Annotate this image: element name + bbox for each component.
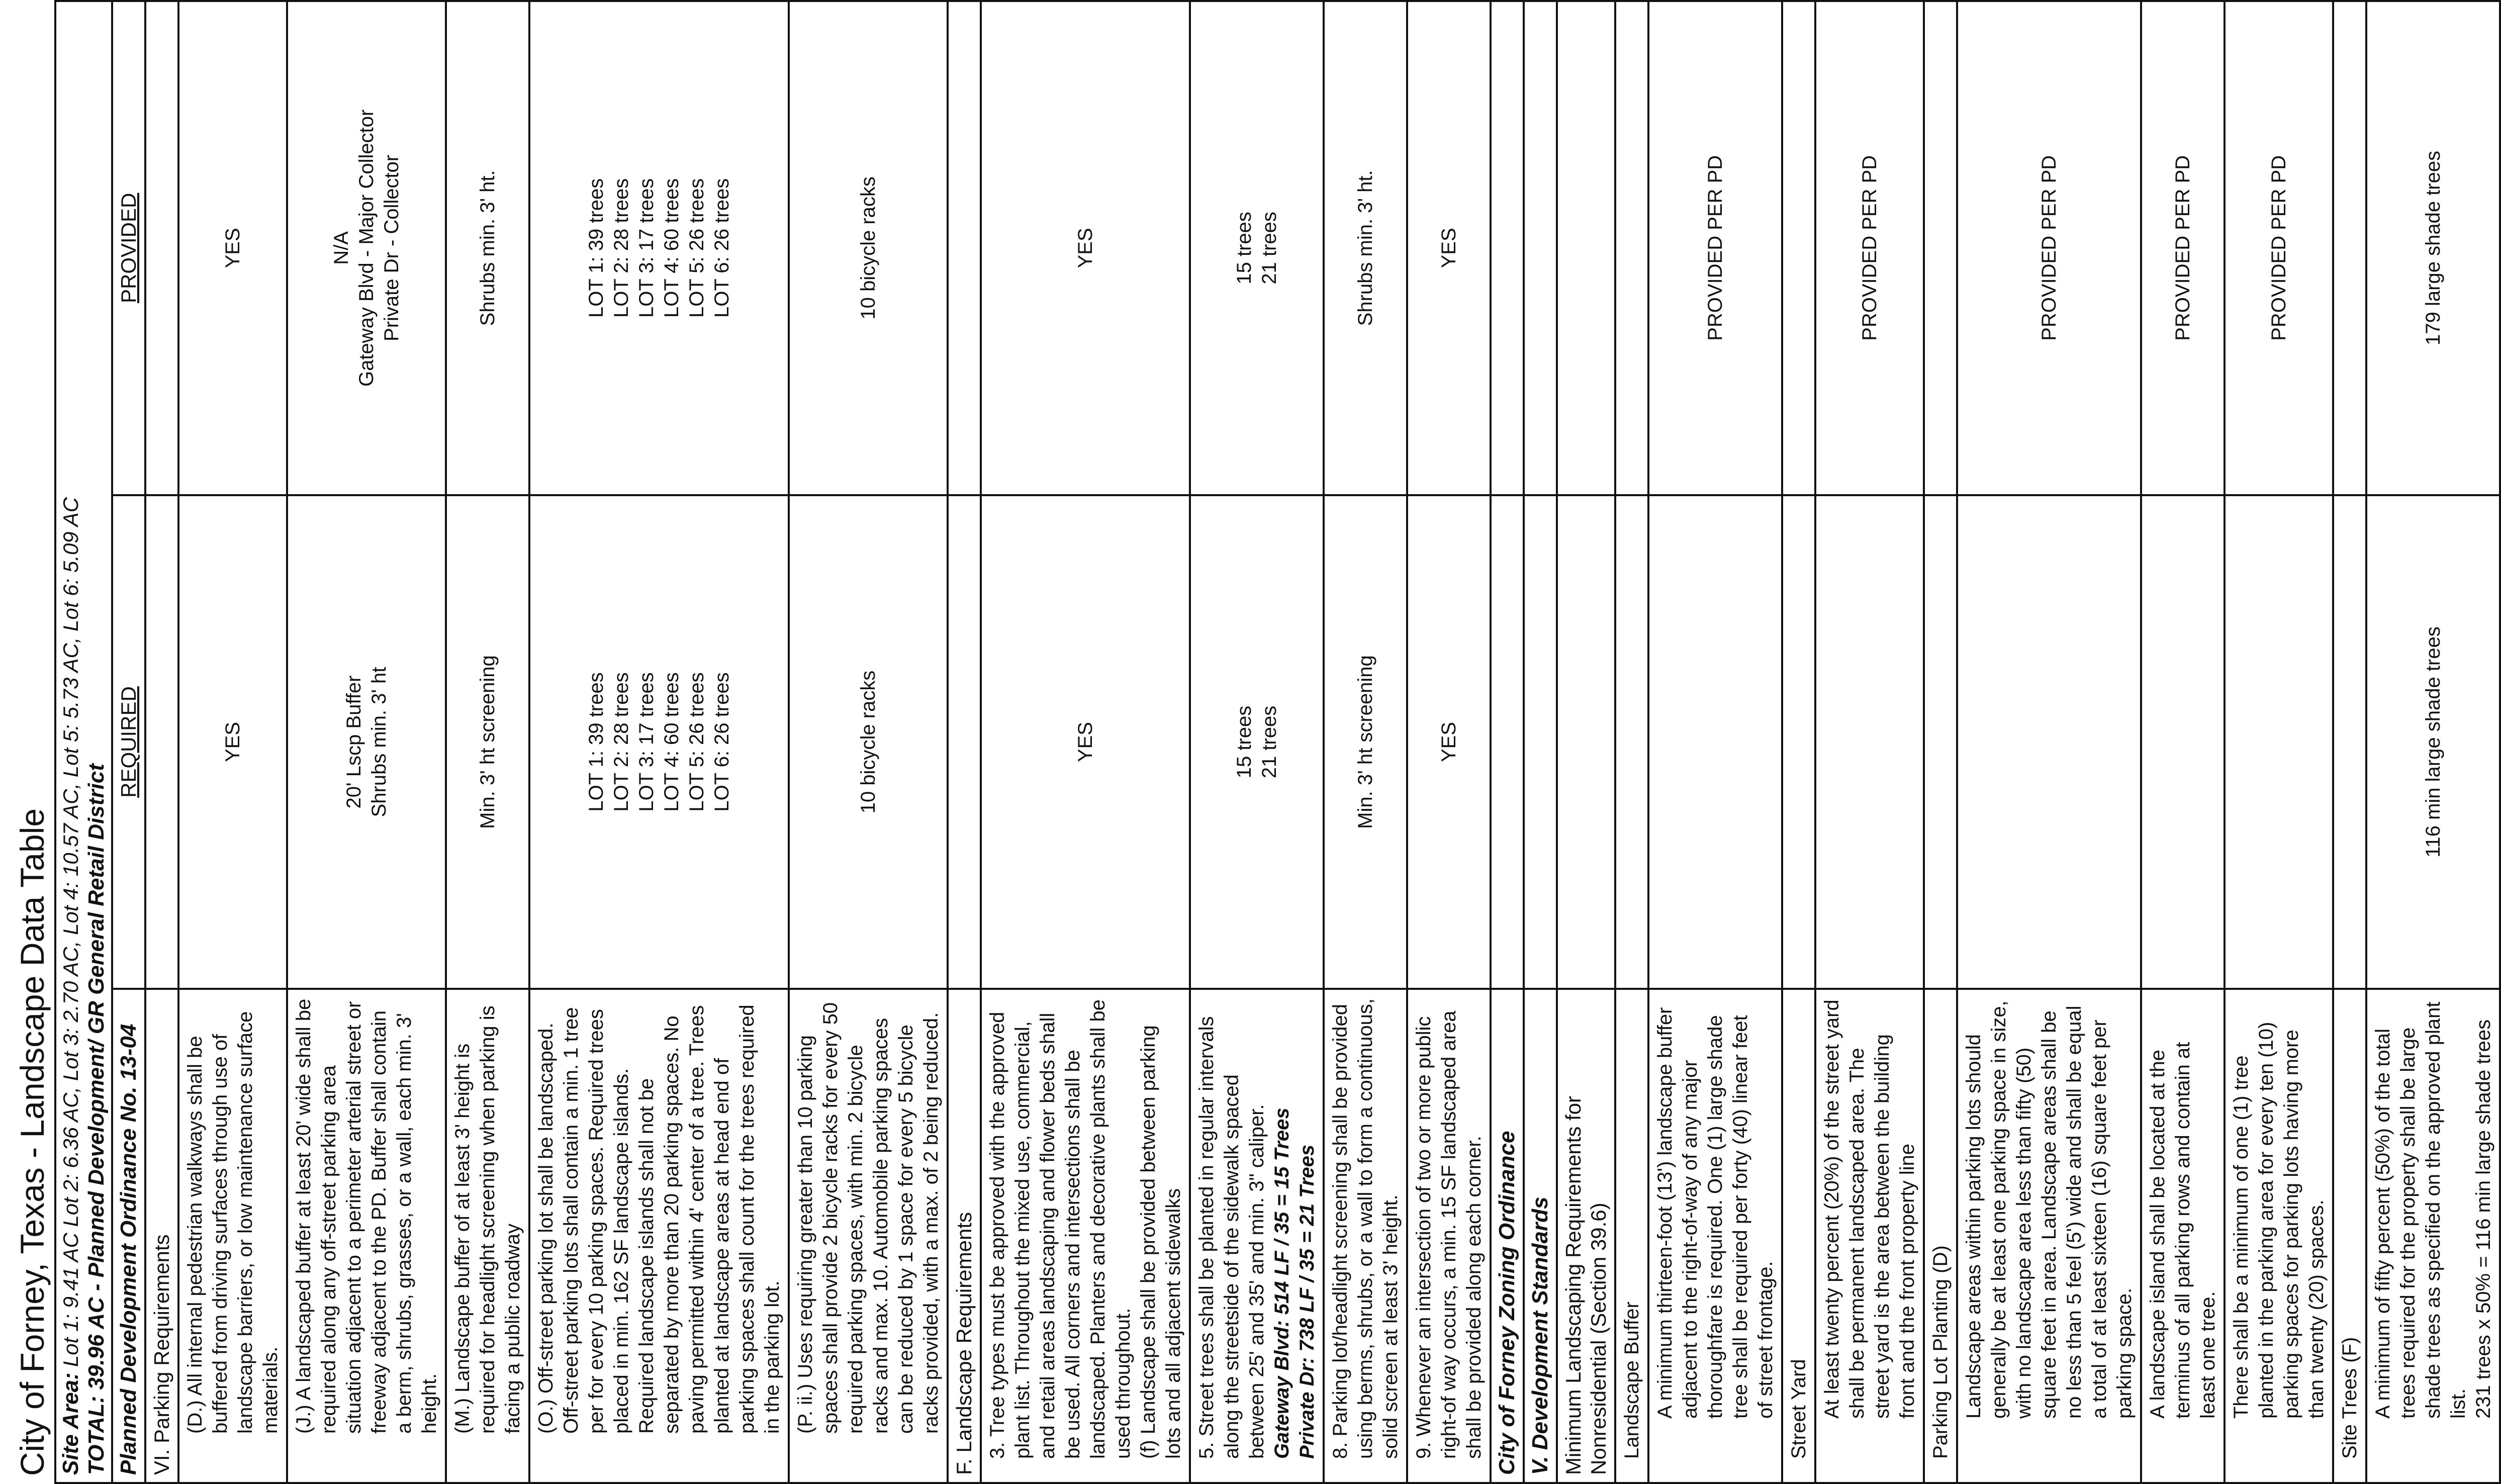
empty-cell: [948, 495, 981, 989]
value-line: LOT 2: 28 trees: [610, 178, 632, 318]
dev-standards-row: [1524, 1, 1557, 1483]
value-line: 179 large shade trees: [2422, 150, 2444, 345]
value-line: Private Dr - Collector: [381, 154, 403, 341]
requirement-subtext: 231 trees x 50% = 116 min large shade trees: [2472, 1019, 2494, 1419]
value-line: Min. 3' ht screening: [1354, 655, 1376, 829]
table-row: [178, 1, 287, 1483]
min-landscaping-heading: Minimum Landscaping Requirements for Nonresidential (Section 39.6): [1557, 989, 1615, 1483]
provided-cell: [1324, 1, 1407, 495]
provided-cell: [446, 1, 529, 495]
requirement-text: (M.) Landscape buffer of at least 3' height is required for headlight screening when parking is facing a public roadway: [451, 1005, 524, 1434]
empty-cell: [1782, 1, 1815, 495]
requirement-cell: [1190, 989, 1324, 1483]
table-row: [1648, 1, 1782, 1483]
required-header: REQUIRED: [112, 495, 145, 989]
value-line: LOT 3: 17 trees: [635, 178, 658, 318]
empty-cell: [1615, 1, 1648, 495]
value-line: PROVIDED PER PD: [2172, 155, 2194, 341]
requirement-text: (D.) All internal pedestrian walkways shall be buffered from driving surfaces through use of landscape barriers, or low maintenance surface materials.: [184, 1011, 282, 1434]
title-row: [0, 1, 55, 1483]
min-landscaping-row: [1557, 1, 1615, 1483]
value-line: LOT 2: 28 trees: [610, 672, 632, 812]
empty-cell: [1615, 495, 1648, 989]
requirement-text: A landscape island shall be located at the terminus of all parking rows and contain at least one tree.: [2147, 1042, 2219, 1419]
required-cell: [2141, 495, 2225, 989]
group-heading: Site Trees (F): [2333, 989, 2366, 1483]
value-line: PROVIDED PER PD: [2038, 155, 2060, 341]
value-line: 21 trees: [1258, 212, 1280, 285]
provided-cell: [789, 1, 948, 495]
value-line: Shrubs min. 3' ht: [368, 667, 390, 817]
group-heading: Parking Lot Planting (D): [1924, 989, 1957, 1483]
requirement-cell: [2225, 989, 2333, 1483]
table-row: [2366, 1, 2500, 1483]
requirement-text: (P. ii.) Uses requiring greater than 10 parking spaces shall provide 2 bicycle racks for every 50 required parking spaces, with min. 2 bicycle racks and max. 10. Automobile parking spaces can be reduced by 1 space for every 5 bicycle racks provided, with a max. of 2 being reduced.: [794, 1002, 942, 1434]
value-line: Shrubs min. 3' ht.: [1354, 170, 1376, 326]
value-line: 10 bicycle racks: [857, 176, 879, 320]
group-heading: Street Yard: [1782, 989, 1815, 1483]
value-line: Gateway Blvd - Major Collector: [355, 109, 378, 387]
table-row: [789, 1, 948, 1483]
zoning-ordinance-heading: City of Forney Zoning Ordinance: [1491, 989, 1524, 1483]
requirement-text: A minimum of fifty percent (50%) of the total trees required for the property shall be large shade trees as specified on the approved plant list.: [2372, 1001, 2469, 1419]
table-row: [446, 1, 529, 1483]
requirement-cell: [529, 989, 789, 1483]
value-line: YES: [222, 228, 244, 268]
provided-header: PROVIDED: [112, 1, 145, 495]
requirement-text: A minimum thirteen-foot (13') landscape buffer adjacent to the right-of-way of any major thoroughfare is required. One (1) large shade tree shall be required per forty (40) linear feet of street frontage.: [1654, 1007, 1777, 1419]
table-row: [1957, 1, 2141, 1483]
landscape-section-heading: F. Landscape Requirements: [948, 989, 981, 1483]
value-line: LOT 5: 26 trees: [686, 672, 708, 812]
requirement-text: 5. Street trees shall be planted in regular intervals along the streetside of the sidewalk spaced between 25' and 35' and min. 3" caliper.: [1195, 1016, 1268, 1459]
table-row: [1190, 1, 1324, 1483]
requirement-text: Landscape areas within parking lots should generally be at least one parking space in size, with no landscape area less than fifty (50) square feet in area. Landscape areas shall be no less than 5 feel (5') wide and shall be equal a total of at least sixteen (16) square feet per parking space.: [1963, 1000, 2136, 1419]
table-row: [1815, 1, 1924, 1483]
site-area-text: Lot 1: 9.41 AC Lot 2: 6.36 AC, Lot 3: 2.70 AC, Lot 4: 10.57 AC, Lot 5: 5.73 AC, Lot 6: 5.09 AC: [59, 497, 82, 1367]
parking-rows: [178, 1, 948, 1483]
required-cell: [2225, 495, 2333, 989]
table-row: [287, 1, 446, 1483]
requirement-text: 3. Tree types must be approved with the approved plant list. Throughout the mixed use, commercial, and retail areas landscaping and flower beds shall be used. All corners and intersections shall be landscaped. Planters and decorative plants shall be used throughout.: [986, 999, 1134, 1459]
provided-cell: [287, 1, 446, 495]
value-line: PROVIDED PER PD: [1859, 155, 1881, 341]
empty-cell: [1557, 1, 1615, 495]
value-line: LOT 3: 17 trees: [635, 672, 658, 812]
required-cell: [446, 495, 529, 989]
required-cell: [287, 495, 446, 989]
empty-cell: [2333, 495, 2366, 989]
empty-cell: [145, 495, 178, 989]
requirement-subtext: (f) Landscape shall be provided between parking lots and all adjacent sidewalks: [1137, 1025, 1184, 1459]
value-line: 15 trees: [1233, 212, 1255, 285]
value-line: YES: [1438, 228, 1460, 268]
empty-cell: [1782, 495, 1815, 989]
value-line: LOT 4: 60 trees: [661, 178, 683, 318]
requirement-cell: [981, 989, 1190, 1483]
empty-cell: [1524, 1, 1557, 495]
value-line: Shrubs min. 3' ht.: [477, 170, 499, 326]
provided-cell: [1648, 1, 1782, 495]
empty-cell: [1924, 1, 1957, 495]
required-cell: [1648, 495, 1782, 989]
value-line: LOT 1: 39 trees: [585, 672, 607, 812]
table-row: [2141, 1, 2225, 1483]
required-cell: [981, 495, 1190, 989]
requirement-text: 8. Parking lot/headlight screening shall be provided using berms, shrubs, or a wall to form a continuous, solid screen at least 3' height.: [1329, 998, 1402, 1459]
required-cell: [1815, 495, 1924, 989]
provided-cell: [2141, 1, 2225, 495]
value-line: 15 trees: [1233, 705, 1255, 779]
empty-cell: [145, 1, 178, 495]
value-line: LOT 6: 26 trees: [711, 672, 733, 812]
provided-cell: [1407, 1, 1491, 495]
requirement-cell: [2366, 989, 2500, 1483]
requirement-cell: [789, 989, 948, 1483]
group-heading-row: [1615, 1, 1648, 1483]
requirement-cell: [178, 989, 287, 1483]
required-cell: [529, 495, 789, 989]
empty-cell: [1491, 1, 1524, 495]
requirement-cell: [2141, 989, 2225, 1483]
requirement-cell: [446, 989, 529, 1483]
provided-cell: [1815, 1, 1924, 495]
value-line: YES: [1074, 228, 1096, 268]
value-line: YES: [1074, 722, 1096, 763]
requirement-cell: [287, 989, 446, 1483]
value-line: 116 min large shade trees: [2422, 626, 2444, 858]
table-row: [2225, 1, 2333, 1483]
table-row: [1324, 1, 1407, 1483]
required-cell: [2366, 495, 2500, 989]
parking-section-row: [145, 1, 178, 1483]
table-title: City of Forney, Texas - Landscape Data Table: [0, 1, 55, 1483]
calc-line: Private Dr: 738 LF / 35 = 21 Trees: [1296, 1144, 1318, 1459]
required-cell: [1957, 495, 2141, 989]
site-area-label: Site Area:: [58, 1372, 83, 1475]
empty-cell: [2333, 1, 2366, 495]
total-area: TOTAL: 39.96 AC - Planned Development/ GR General Retail District: [84, 764, 109, 1475]
value-line: 21 trees: [1258, 705, 1280, 779]
pd-ordinance: Planned Development Ordinance No. 13-04: [112, 989, 145, 1483]
requirement-cell: [1957, 989, 2141, 1483]
dev-standards-heading: V. Development Standards: [1524, 989, 1557, 1483]
landscape-rows: [981, 1, 1491, 1483]
required-cell: [1324, 495, 1407, 989]
value-line: 10 bicycle racks: [857, 670, 879, 814]
required-cell: [1407, 495, 1491, 989]
provided-cell: [529, 1, 789, 495]
requirement-text: (J.) A landscaped buffer at least 20' wide shall be required along any off-street parking area situation adjacent to a perimeter arterial street or freeway adjacent to the PD. Buffer shall contain a berm, shrubs, grasses, or a wall, each min. 3' height.: [293, 998, 440, 1434]
group-heading-row: [1782, 1, 1815, 1483]
required-cell: [1190, 495, 1324, 989]
zoning-ordinance-row: [1491, 1, 1524, 1483]
provided-cell: [2366, 1, 2500, 495]
requirement-text: 9. Whenever an intersection of two or more public right-of way occurs, a min. 15 SF landscaped area shall be provided along each corner.: [1413, 1010, 1485, 1459]
table-row: [1407, 1, 1491, 1483]
requirement-cell: [1407, 989, 1491, 1483]
value-line: PROVIDED PER PD: [1704, 155, 1726, 341]
required-cell: [178, 495, 287, 989]
empty-cell: [1557, 495, 1615, 989]
empty-cell: [948, 1, 981, 495]
column-header-row: [112, 1, 145, 1483]
provided-cell: [981, 1, 1190, 495]
site-area-row: [55, 1, 112, 1483]
requirement-text: (O.) Off-street parking lot shall be landscaped. Off-street parking lots shall contain a min. 1 tree per for every 10 parking spaces. Required trees placed in min. 162 SF landscape islands. Required landscape islands shall not be separated by more than 20 parking spaces. No paving permitted within 4' center of a tree. Trees planted at landscape areas at head end of parking spaces shall count for the trees required in the parking lot.: [535, 1004, 783, 1434]
value-line: LOT 6: 26 trees: [711, 178, 733, 318]
value-line: PROVIDED PER PD: [2268, 155, 2290, 341]
landscape-section-row: [948, 1, 981, 1483]
value-line: YES: [1438, 722, 1460, 763]
value-line: LOT 1: 39 trees: [585, 178, 607, 318]
value-line: 20' Lscp Buffer: [343, 675, 365, 809]
group-heading-row: [2333, 1, 2366, 1483]
provided-cell: [1190, 1, 1324, 495]
calc-line: Gateway Blvd: 514 LF / 35 = 15 Trees: [1271, 1107, 1293, 1459]
requirement-cell: [1815, 989, 1924, 1483]
parking-section-heading: VI. Parking Requirements: [145, 989, 178, 1483]
requirement-text: There shall be a minimum of one (1) tree planted in the parking area for every ten (10) parking spaces for parking lots having more than twenty (20) spaces.: [2230, 1022, 2328, 1419]
group-heading: Landscape Buffer: [1615, 989, 1648, 1483]
value-line: YES: [222, 722, 244, 763]
provided-cell: [2225, 1, 2333, 495]
requirement-cell: [1648, 989, 1782, 1483]
group-heading-row: [1924, 1, 1957, 1483]
site-area-cell: [55, 1, 112, 1483]
table-row: [529, 1, 789, 1483]
empty-cell: [1524, 495, 1557, 989]
value-line: LOT 5: 26 trees: [686, 178, 708, 318]
provided-cell: [178, 1, 287, 495]
requirement-text: At least twenty percent (20%) of the street yard shall be permanent landscaped area. The street yard is the area between the building front and the front property line: [1821, 999, 1918, 1419]
required-cell: [789, 495, 948, 989]
standards-groups: [1615, 1, 2500, 1483]
empty-cell: [1491, 495, 1524, 989]
value-line: N/A: [330, 231, 352, 265]
provided-cell: [1957, 1, 2141, 495]
value-line: Min. 3' ht screening: [477, 655, 499, 829]
value-line: LOT 4: 60 trees: [661, 672, 683, 812]
requirement-cell: [1324, 989, 1407, 1483]
empty-cell: [1924, 495, 1957, 989]
table-row: [981, 1, 1190, 1483]
